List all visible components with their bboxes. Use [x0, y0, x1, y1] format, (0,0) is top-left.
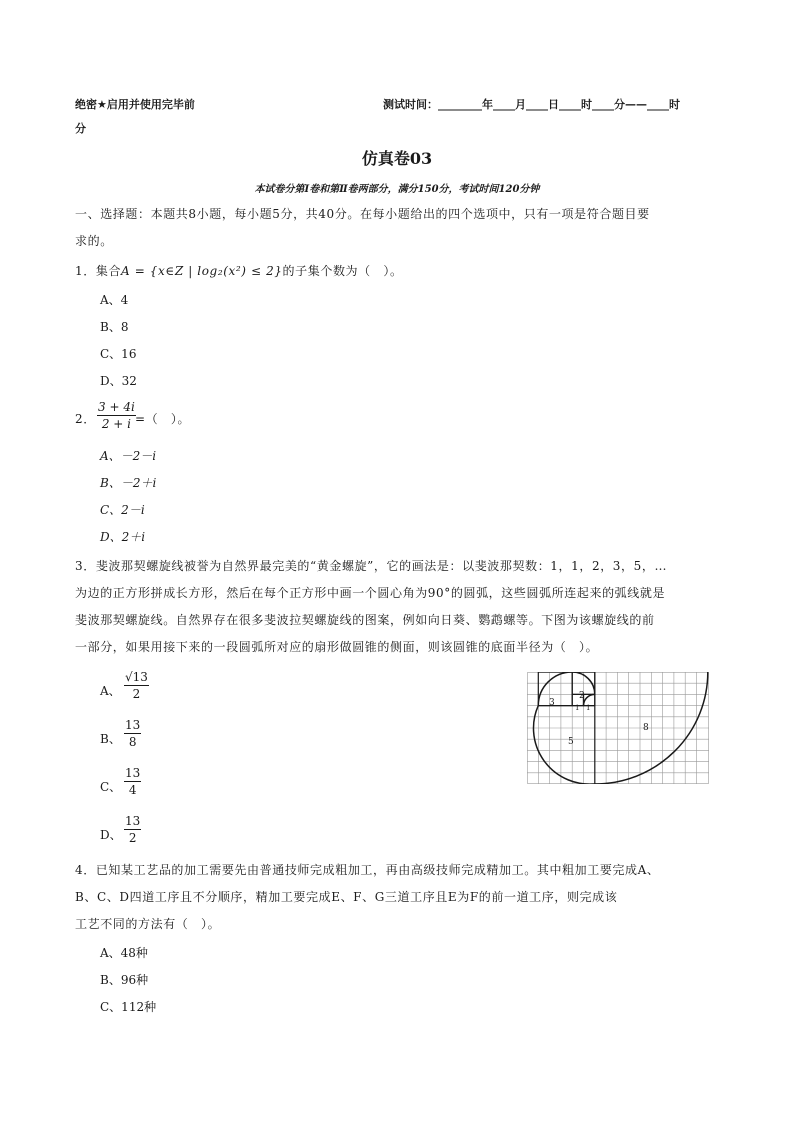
q2-option-b: B、－2＋i — [100, 476, 157, 490]
q2-option-c: C、2－i — [100, 503, 145, 517]
q1-stem — [75, 262, 403, 279]
page-title: 仿真卷03 — [361, 149, 433, 168]
q3-option-c-fraction — [124, 766, 141, 797]
q2-denominator: 2 + i — [101, 417, 131, 431]
label-8: 8 — [643, 723, 649, 733]
q4-option-a: A、48种 — [100, 946, 148, 960]
q2-numerator: 3 + 4i — [98, 400, 135, 414]
q3-line4: 一部分，如果用接下来的一段圆弧所对应的扇形做圆锥的侧面，则该圆锥的底面半径为（ ）。 — [75, 640, 599, 654]
q4-option-c: C、112种 — [100, 1000, 157, 1014]
figure-grid — [527, 672, 709, 784]
fibonacci-spiral-figure — [527, 672, 709, 784]
header-test-time: 测试时间：________年____月____日____时____分——____时 — [383, 98, 680, 111]
q3-line1: 3．斐波那契螺旋线被誉为自然界最完美的“黄金螺旋”，它的画法是：以斐波那契数：1，1，2，3，5，… — [75, 559, 668, 573]
q3-option-d-num: 13 — [125, 814, 141, 828]
q1-number: 1． — [75, 264, 96, 278]
q4-line1: 4．已知某工艺品的加工需要先由普通技师完成粗加工，再由高级技师完成精加工。其中粗加工要完成A、 — [75, 863, 660, 877]
q3-option-d-fraction — [124, 814, 141, 845]
label-1a: 1 — [575, 704, 580, 712]
q2-number: 2． — [75, 412, 96, 426]
q4-option-b: B、96种 — [100, 973, 149, 987]
q1-set-expression: A = {x∈Z | log₂(x²) ≤ 2} — [121, 264, 283, 278]
q3-option-b-fraction — [124, 718, 141, 749]
q3-option-b-den: 8 — [128, 735, 137, 749]
q3-option-a-den: 2 — [132, 687, 141, 701]
q1-suffix: 的子集个数为（ ）。 — [282, 264, 403, 278]
q3-option-a-label: A、 — [100, 684, 121, 698]
q1-option-c: C、16 — [100, 347, 137, 361]
q3-option-c-den: 4 — [128, 783, 137, 797]
q2-suffix: =（ ）。 — [135, 412, 191, 426]
label-3: 3 — [549, 698, 555, 708]
q3-option-d-label: D、 — [100, 828, 122, 842]
q2-option-a: A、－2－i — [100, 449, 157, 463]
q3-line3: 斐波那契螺旋线。自然界存在很多斐波拉契螺旋线的图案，例如向日葵、鹦鹉螺等。下图为该螺旋线的前 — [75, 613, 655, 627]
q1-option-d: D、32 — [100, 374, 137, 388]
header-left-top: 绝密★启用并使用完毕前 — [75, 98, 195, 111]
q1-prefix: 集合 — [95, 264, 122, 278]
q4-line2: B、C、D四道工序且不分顺序，精加工要完成E、F、G三道工序且E为F的前一道工序，则完成该 — [75, 890, 618, 904]
header-left-bottom: 分 — [75, 122, 86, 135]
section-heading-line2: 求的。 — [75, 234, 113, 248]
q3-option-b-num: 13 — [125, 718, 141, 732]
label-1b: 1 — [586, 704, 591, 712]
q3-option-a-fraction — [124, 670, 149, 701]
q2-option-d: D、2＋i — [100, 530, 146, 544]
q3-option-c-num: 13 — [125, 766, 141, 780]
page-subtitle: 本试卷分第Ⅰ卷和第Ⅱ卷两部分，满分150分，考试时间120分钟 — [254, 184, 540, 195]
q2-fraction — [97, 400, 136, 431]
label-2: 2 — [579, 691, 585, 701]
q4-line3: 工艺不同的方法有（ ）。 — [75, 917, 221, 931]
q3-option-b-label: B、 — [100, 732, 121, 746]
q3-line2: 为边的正方形拼成长方形，然后在每个正方形中画一个圆心角为90°的圆弧，这些圆弧所连起来的弧线就是 — [75, 586, 666, 600]
q1-option-b: B、8 — [100, 320, 129, 334]
label-5: 5 — [568, 737, 574, 747]
q3-option-c-label: C、 — [100, 780, 122, 794]
q3-option-d-den: 2 — [128, 831, 137, 845]
section-heading-line1: 一、选择题：本题共8小题，每小题5分，共40分。在每小题给出的四个选项中，只有一项是符合题目要 — [75, 207, 650, 221]
q3-option-a-num: √13 — [125, 670, 148, 684]
q1-option-a: A、4 — [100, 293, 129, 307]
